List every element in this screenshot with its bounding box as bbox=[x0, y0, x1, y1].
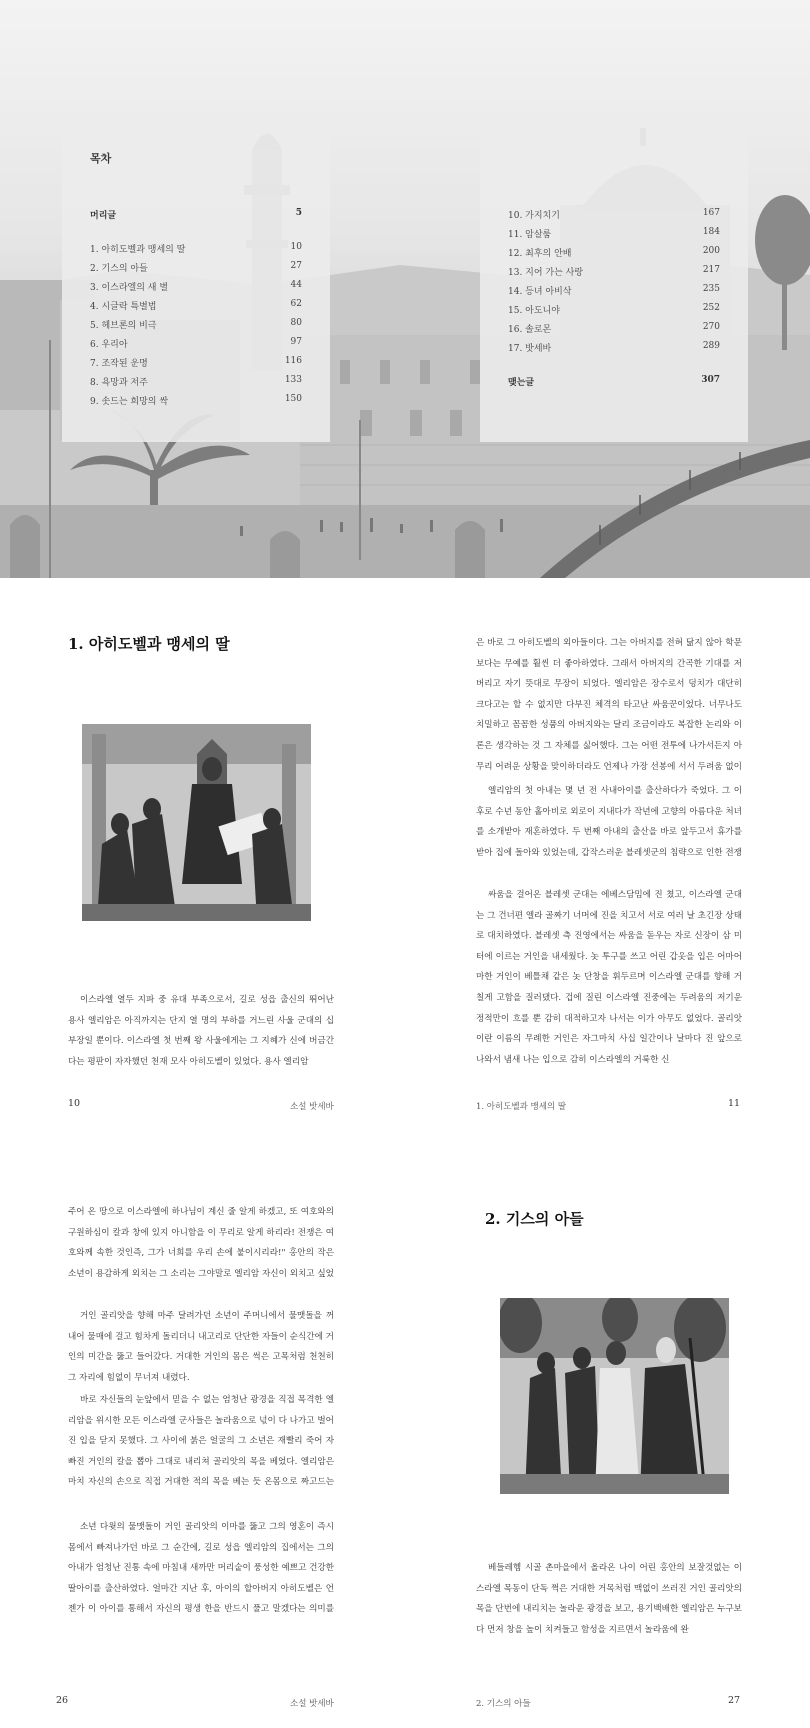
page-number: 26 bbox=[56, 1695, 69, 1706]
toc-entry-page: 10 bbox=[290, 242, 302, 252]
toc-entry-label: 10. 가지치기 bbox=[508, 211, 560, 221]
toc-entry-label: 1. 아히도벨과 맹세의 딸 bbox=[90, 245, 186, 255]
toc-entry[interactable] bbox=[90, 261, 302, 277]
body-paragraph: 엘리암의 첫 아내는 몇 년 전 사내아이를 출산하다가 죽었다. 그 이후로 수년 동안 홀아비로 외로이 지내다가 작년에 고향의 아름다운 처녀를 소개받아 재혼하였다. 두 번째 아내의 출산을 바로 앞두고서 휴가를 받아 집에 돌아와 있었는데, 갑작스러운 블레셋군의 침략으로 인한 전쟁 bbox=[476, 786, 742, 858]
toc-entry-page: 116 bbox=[284, 356, 302, 366]
toc-entry-label: 9. 솟드는 희망의 싹 bbox=[90, 397, 169, 407]
toc-entry[interactable] bbox=[90, 242, 302, 258]
toc-entry-label: 머리글 bbox=[90, 211, 117, 221]
toc-entry-page: 252 bbox=[702, 303, 720, 313]
toc-entry-label: 12. 최후의 안배 bbox=[508, 249, 572, 259]
toc-entry-label: 17. 밧세바 bbox=[508, 344, 552, 354]
toc-entry[interactable] bbox=[508, 208, 720, 224]
page-number: 11 bbox=[728, 1098, 741, 1109]
toc-entry[interactable] bbox=[90, 375, 302, 391]
toc-entry[interactable] bbox=[90, 280, 302, 296]
running-head: 소설 밧세바 bbox=[290, 1699, 334, 1709]
toc-entry-label: 2. 기스의 아들 bbox=[90, 264, 148, 274]
toc-entry[interactable] bbox=[508, 265, 720, 281]
toc-entry-page: 217 bbox=[702, 265, 720, 275]
toc-entry-label: 13. 지어 가는 사랑 bbox=[508, 268, 584, 278]
toc-entry-label: 6. 우리아 bbox=[90, 340, 128, 350]
jerusalem-photo-banner bbox=[0, 0, 810, 578]
toc-entry[interactable] bbox=[508, 341, 720, 357]
toc-entry-page: 5 bbox=[295, 208, 302, 218]
engraving-illustration bbox=[500, 1298, 729, 1494]
page-number: 10 bbox=[68, 1098, 81, 1109]
engraving-illustration bbox=[82, 724, 311, 921]
chapter-title: 1. 아히도벨과 맹세의 딸 bbox=[68, 635, 230, 653]
toc-entry-label: 4. 시글락 특별법 bbox=[90, 302, 157, 312]
toc-title: 목차 bbox=[90, 152, 112, 165]
toc-entry[interactable] bbox=[508, 322, 720, 338]
toc-entry-label: 15. 아도니야 bbox=[508, 306, 560, 316]
toc-entry[interactable] bbox=[508, 227, 720, 243]
body-paragraph: 거인 골리앗을 향해 마주 달려가던 소년이 주머니에서 물맷돌을 꺼내어 물매에 걸고 힘차게 돌리더니 내고리로 단단한 자들이 순식간에 거인의 미간을 뚫고 들어갔다. 거대한 거인의 몸은 썩은 고목처럼 천천히 그 자리에 힘없이 무너져 내렸다. bbox=[68, 1311, 334, 1383]
toc-entry-page: 307 bbox=[701, 375, 720, 385]
toc-panel-right bbox=[480, 120, 748, 442]
toc-entry-label: 8. 욕망과 저주 bbox=[90, 378, 148, 388]
toc-entry-label: 16. 솔로몬 bbox=[508, 325, 552, 335]
toc-entry-page: 235 bbox=[702, 284, 720, 294]
body-paragraph: 바로 자신들의 눈앞에서 믿을 수 없는 엄청난 광경을 직접 목격한 엘리암을 위시한 모든 이스라엘 군사들은 놀라움으로 넋이 다 나가고 벌어진 입을 닫지 못했다. 그 사이에 붉은 얼굴의 그 소년은 재빨리 죽어 자빠진 거인의 칼을 뽑아 그대로 내리쳐 골리앗의 목을 베었다. 엘리암은 마치 자신의 손으로 직접 거대한 적의 목을 베는 듯 온몸으로 짜고드는 bbox=[68, 1395, 334, 1488]
toc-entry-page: 200 bbox=[702, 246, 720, 256]
toc-entry[interactable] bbox=[90, 356, 302, 372]
body-paragraph: 은 바로 그 아히도벨의 외아들이다. 그는 아버지를 전혀 닮지 않아 학문보다는 무예를 훨씬 더 좋아하였다. 그래서 아버지의 간곡한 기대를 저버리고 자기 뜻대로 무장이 되었다. 엘리암은 장수로서 덩치가 대단히 크다고는 할 수 없지만 다부진 체격의 타고난 싸움꾼이었다. 너무나도 치밀하고 꼼꼼한 성품의 아버지와는 달리 조금이라도 복잡한 논리와 이론은 생각하는 것 그 자체를 싫어했다. 그는 어떤 전투에 나가서든지 아무리 어려운 상황을 맞이하더라도 언제나 가장 선봉에 서서 두려움 없이 bbox=[476, 638, 742, 772]
toc-entry-page: 27 bbox=[290, 261, 302, 271]
toc-entry[interactable] bbox=[90, 208, 302, 224]
toc-entry-page: 184 bbox=[702, 227, 720, 237]
toc-entry-page: 150 bbox=[284, 394, 302, 404]
toc-entry[interactable] bbox=[508, 284, 720, 300]
page-number: 27 bbox=[728, 1695, 741, 1706]
running-head: 소설 밧세바 bbox=[290, 1102, 334, 1112]
toc-entry-page: 80 bbox=[290, 318, 302, 328]
toc-entry-page: 62 bbox=[290, 299, 302, 309]
toc-entry-label: 7. 조작된 운명 bbox=[90, 359, 148, 369]
toc-entry-label: 14. 등녀 아비삭 bbox=[508, 287, 572, 297]
toc-entry[interactable] bbox=[90, 394, 302, 410]
toc-panel-left bbox=[62, 120, 330, 442]
toc-entry[interactable] bbox=[90, 318, 302, 334]
body-paragraph: 이스라엘 열두 지파 중 유대 부족으로서, 길로 성읍 출신의 뛰어난 용사 엘리암은 아직까지는 단지 열 명의 부하를 거느린 사울 군대의 십부장일 뿐이다. 이스라엘 첫 번째 왕 사울에게는 그 지혜가 신에 버금간다는 평판이 자자했던 천재 모사 아히도벨이 있었다. 용사 엘리암 bbox=[68, 995, 334, 1067]
toc-entry-page: 289 bbox=[702, 341, 720, 351]
toc-entry[interactable] bbox=[90, 299, 302, 315]
toc-entry-page: 270 bbox=[702, 322, 720, 332]
body-paragraph: 싸움을 걸어온 블레셋 군대는 에베스담밈에 진 쳤고, 이스라엘 군대는 그 건너편 엘라 골짜기 너머에 진을 치고서 서로 여러 날 초긴장 상태로 대치하였다. 블레셋 측 진영에서는 싸움을 돋우는 자로 신장이 삼 미터에 이르는 거인을 내세웠다. 놋 투구를 쓰고 어린 갑옷을 입은 어마어마한 거인이 베틀채 같은 놋 단창을 휘두르며 이스라엘 군대를 향해 거칠게 고함을 질러댔다. 겁에 질린 이스라엘 진중에는 두려움의 저기운 정적만이 흐를 뿐 감히 대적하고자 나서는 이가 아무도 없었다. 골리앗이란 이름의 무례한 거인은 자그마치 사십 일간이나 날마다 진 앞으로 나와서 냄새 나는 입으로 감히 이스라엘의 거룩한 신 bbox=[476, 890, 742, 1065]
toc-entry-label: 11. 암살룸 bbox=[508, 230, 552, 240]
toc-entry-page: 97 bbox=[290, 337, 302, 347]
toc-entry-label: 5. 헤브론의 비극 bbox=[90, 321, 157, 331]
toc-entry[interactable] bbox=[508, 303, 720, 319]
toc-entry-page: 44 bbox=[290, 280, 302, 290]
body-paragraph: 베들레헴 시골 촌마을에서 올라온 나이 어린 홍안의 보잘것없는 이스라엘 목동이 단독 쩍은 거대한 거목처럼 맥없이 쓰러진 거인 골리앗의 목을 단번에 내리치는 놀라운 광경을 보고, 용기백배한 엘리암은 누구보다 먼저 창을 높이 치켜들고 함성을 지르면서 놀라움에 완 bbox=[476, 1563, 742, 1635]
toc-entry-page: 167 bbox=[702, 208, 720, 218]
toc-entry-page: 133 bbox=[284, 375, 302, 385]
toc-entry-label: 3. 이스라엘의 새 별 bbox=[90, 283, 169, 293]
toc-entry[interactable] bbox=[508, 246, 720, 262]
toc-entry-label: 맺는글 bbox=[508, 378, 535, 388]
body-paragraph: 주어 온 땅으로 이스라엘에 하나님이 계신 줄 알게 하겠고, 또 여호와의 구원하심이 칼과 창에 있지 아니함을 이 무리로 알게 하리라! 전쟁은 여호와께 속한 것인즉, 그가 너희를 우리 손에 붙이시리라!" 홍안의 작은 소년이 용감하게 외치는 그 소리는 그야말로 엘리암 자신이 외치고 싶었 bbox=[68, 1207, 334, 1279]
toc-entry[interactable] bbox=[90, 337, 302, 353]
toc-entry[interactable] bbox=[508, 375, 720, 391]
running-head: 1. 아히도벨과 맹세의 딸 bbox=[476, 1102, 567, 1112]
chapter-title: 2. 기스의 아들 bbox=[485, 1210, 584, 1228]
running-head: 2. 기스의 아들 bbox=[476, 1699, 531, 1709]
body-paragraph: 소년 다윗의 물맷돌이 거인 골리앗의 이마를 뚫고 그의 영혼이 즉시 몸에서 빠져나가던 바로 그 순간에, 길로 성읍 엘리암의 집에서는 그의 아내가 엄청난 진통 속에 마침내 새까만 머리숱이 풍성한 예쁘고 건강한 딸아이를 출산하였다. 얼마간 지난 후, 아이의 할아버지 아히도벨은 언젠가 이 아이를 통해서 자신의 평생 한을 반드시 풀고 말겠다는 의미를 bbox=[68, 1522, 334, 1615]
